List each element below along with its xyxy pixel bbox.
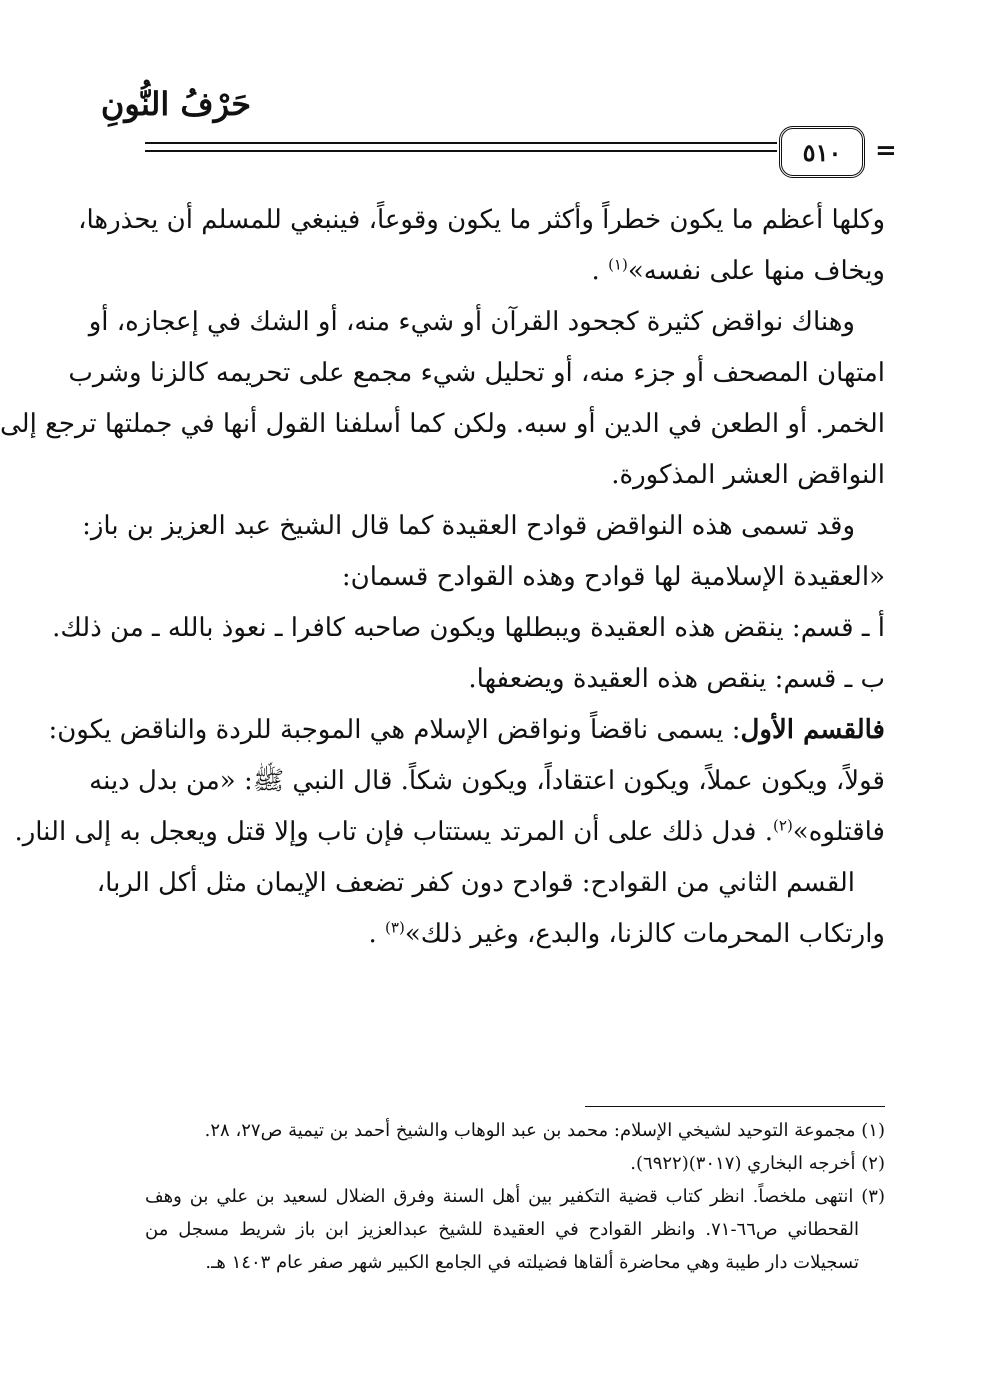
footnote-separator [585, 1106, 885, 1107]
text-line: «العقيدة الإسلامية لها قوادح وهذه القوادح قسمان: [341, 562, 885, 592]
footnote-3-cont: القحطاني ص٦٦-٧١. وانظر القوادح في العقيدة للشيخ عبدالعزيز ابن باز شريط مسجل من [145, 1219, 859, 1240]
footnotes [145, 1114, 885, 1279]
text-line-content: وارتكاب المحرمات كالزنا، والبدع، وغير ذلك» [404, 919, 885, 949]
text-line: وكلها أعظم ما يكون خطراً وأكثر ما يكون وقوعاً، فينبغي للمسلم أن يحذرها، [78, 205, 885, 235]
footnote-3-cont: تسجيلات دار طيبة وهي محاضرة ألقاها فضيلته في الجامع الكبير شهر صفر عام ١٤٠٣ هـ. [205, 1252, 859, 1273]
header-rule-top [145, 142, 777, 144]
text-line [149, 246, 885, 297]
footnote-ref[interactable]: (٣) [385, 918, 405, 937]
header-rule-bottom [145, 150, 777, 152]
text-line-content: فاقتلوه» [792, 817, 885, 847]
text-line: وقد تسمى هذه النواقض قوادح العقيدة كما قال الشيخ عبد العزيز بن باز: [82, 511, 855, 541]
text-line [14, 807, 885, 858]
text-line [48, 705, 885, 756]
text-line-tail: . [368, 919, 377, 949]
chapter-title: حَرْفُ النُّونِ [100, 85, 251, 123]
footnote-ref[interactable]: (٢) [773, 816, 793, 835]
text-line: امتهان المصحف أو جزء منه، أو تحليل شيء مجمع على تحريمه كالزنا وشرب [68, 358, 885, 388]
footnote-3: (٣) انتهى ملخصاً. انظر كتاب قضية التكفير بين أهل السنة وفرق الضلال لسعيد بن علي بن وهف [145, 1186, 885, 1207]
list-item-a: أ ـ قسم: ينقض هذه العقيدة ويبطلها ويكون صاحبه كافرا ـ نعوذ بالله ـ من ذلك. [52, 613, 885, 643]
text-line-content: : يسمى ناقضاً ونواقض الإسلام هي الموجبة للردة والناقض يكون: [48, 715, 741, 745]
text-line-tail: . [591, 256, 600, 286]
text-line: القسم الثاني من القوادح: قوادح دون كفر تضعف الإيمان مثل أكل الربا، [96, 868, 855, 898]
text-line [149, 909, 885, 960]
text-line: النواقض العشر المذكورة. [611, 460, 885, 490]
footnote-ref[interactable]: (١) [608, 255, 628, 274]
footnote-1: (١) مجموعة التوحيد لشيخي الإسلام: محمد بن عبد الوهاب والشيخ أحمد بن تيمية ص٢٧، ٢٨. [204, 1120, 885, 1141]
list-item-b: ب ـ قسم: ينقص هذه العقيدة ويضعفها. [468, 664, 885, 694]
text-line: الخمر. أو الطعن في الدين أو سبه. ولكن كما أسلفنا القول أنها في جملتها ترجع إلى [0, 409, 885, 439]
text-line-content: ويخاف منها على نفسه» [627, 256, 885, 286]
main-text [0, 195, 885, 960]
text-line: قولاً، ويكون عملاً، ويكون اعتقاداً، ويكون شكاً. قال النبي ﷺ: «من بدل دينه [89, 766, 885, 796]
text-line-tail: . فدل ذلك على أن المرتد يستتاب فإن تاب وإلا قتل ويعجل به إلى النار. [14, 817, 774, 847]
header-mark: = [875, 136, 897, 166]
page-number: ٥١٠ [779, 126, 865, 178]
section-lead: فالقسم الأول [740, 715, 885, 745]
text-line: وهناك نواقض كثيرة كجحود القرآن أو شيء منه، أو الشك في إعجازه، أو [88, 307, 855, 337]
footnote-2: (٢) أخرجه البخاري (٣٠١٧)(٦٩٢٢). [630, 1153, 885, 1174]
